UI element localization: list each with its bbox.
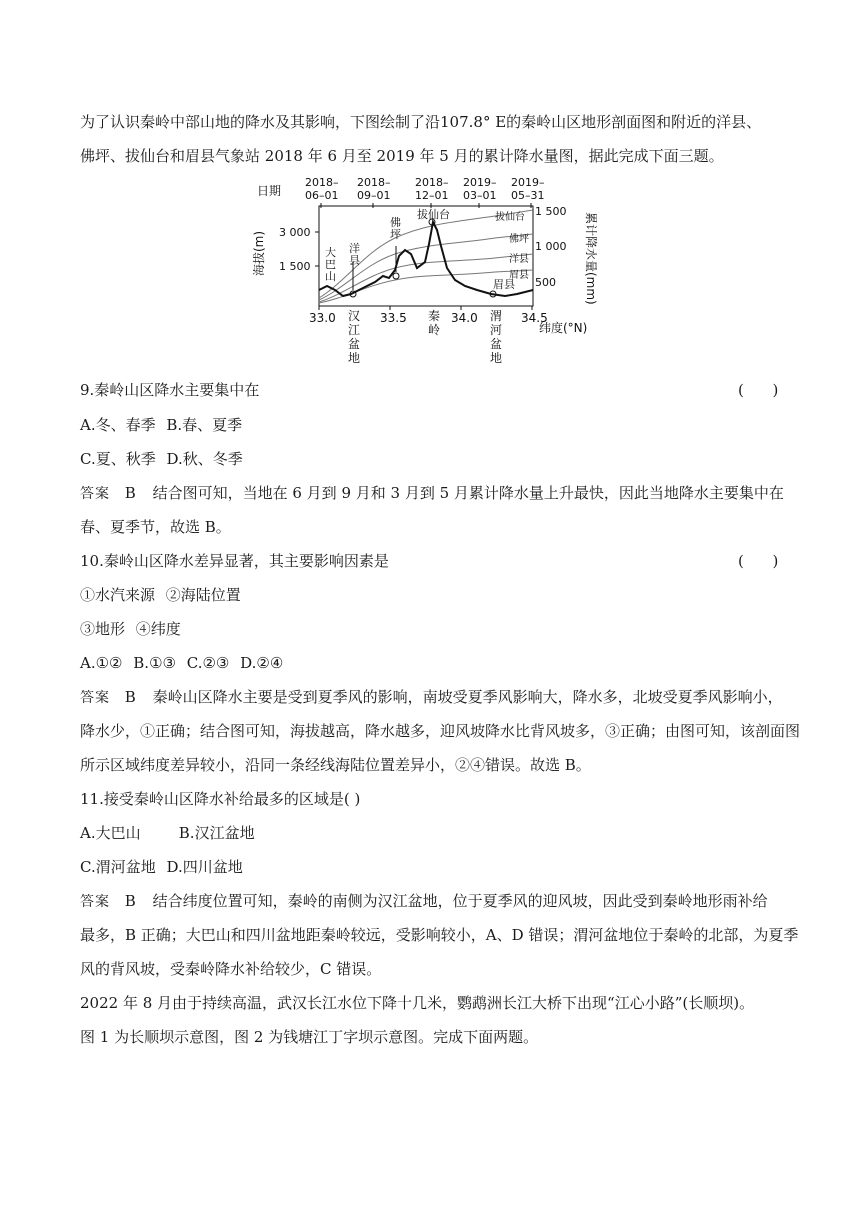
peak-foping: 佛坪: [390, 216, 401, 241]
lat-label: 纬度(°N): [539, 321, 588, 335]
q10-option-c: C.②③: [186, 654, 230, 672]
q10-option-d: D.②④: [240, 654, 284, 672]
q11-answer-line-3: 风的背风坡，受秦岭降水补给较少，C 错误。: [80, 960, 382, 978]
q10-item-1: ①水汽来源: [80, 586, 156, 604]
q9-option-d: D.秋、冬季: [166, 450, 243, 468]
q9-answer-text-1: 结合图可知，当地在 6 月到 9 月和 3 月到 5 月累计降水量上升最快，因此当地降水主要集中在: [152, 484, 784, 502]
q9-option-a: A.冬、春季: [80, 416, 156, 434]
lat-tick-34-0: 34.0: [451, 311, 478, 325]
q9-option-b: B.春、夏季: [166, 416, 243, 434]
date-4b: 03–01: [463, 189, 497, 202]
date-labels: [305, 176, 545, 202]
q9-answer-label: 答案: [80, 486, 110, 502]
peak-yangxian: 洋县: [349, 242, 360, 267]
q11-option-b: B.汉江盆地: [178, 824, 255, 842]
q10-options: [80, 653, 289, 673]
q10-answer-line-2: 降水少，①正确；结合图可知，海拔越高，降水越多，迎风坡降水比背风坡多，③正确；由图可知，该剖面图: [80, 722, 801, 740]
series-foping: 佛坪: [509, 234, 529, 245]
q11-option-a: A.大巴山: [80, 824, 141, 842]
series-yangxian: 洋县: [509, 254, 529, 265]
right-tick-1500: 1 500: [535, 205, 567, 218]
q10-items-row2: [80, 619, 187, 639]
region-labels: [348, 309, 502, 365]
date-5b: 05–31: [511, 189, 545, 202]
q11-options-row1: [80, 823, 261, 843]
peak-dabashan: 大巴山: [325, 246, 336, 283]
q10-answer-letter: B: [124, 688, 136, 706]
q10-item-4: ④纬度: [135, 620, 181, 638]
left-tick-1500: 1 500: [279, 260, 311, 273]
q10-answer-label: 答案: [80, 690, 110, 706]
date-1b: 06–01: [305, 189, 339, 202]
intro-line-2: 佛坪、拔仙台和眉县气象站 2018 年 6 月至 2019 年 5 月的累计降水量图，据此完成下面三题。: [80, 147, 724, 165]
q11-option-c: C.渭河盆地: [80, 858, 156, 876]
q10-option-b: B.①③: [133, 654, 176, 672]
q10-answer-line-1: [80, 687, 783, 708]
q9-answer-letter: B: [124, 484, 136, 502]
q11-answer-line-1: [80, 891, 768, 912]
peak-baxiantai: 拔仙台: [417, 208, 450, 221]
q10-option-a: A.①②: [80, 654, 123, 672]
date-2b: 09–01: [357, 189, 391, 202]
peak-meixian: 眉县: [493, 278, 515, 291]
date-3a: 2018–: [415, 176, 449, 189]
q9-options-row2: [80, 449, 249, 469]
q11-stem: 11.接受秦岭山区降水补给最多的区域是( ): [80, 790, 361, 808]
series-meixian: 眉县: [509, 270, 529, 281]
date-5a: 2019–: [511, 176, 545, 189]
right-tick-500: 500: [535, 276, 556, 289]
right-axis-label: 累计降水量(mm): [584, 212, 598, 305]
region-hanjiang: 汉江盆地: [348, 309, 361, 365]
station-markers: [350, 219, 496, 297]
q11-options-row2: [80, 857, 249, 877]
q10-item-3: ③地形: [80, 620, 126, 638]
q9-answer-line-2: 春、夏季节，故选 B。: [80, 518, 231, 536]
lat-tick-33-5: 33.5: [380, 311, 407, 325]
q10-answer-text-1: 秦岭山区降水主要是受到夏季风的影响，南坡受夏季风影响大，降水多，北坡受夏季风影响小，: [152, 688, 783, 706]
q10-paren: ( ): [738, 552, 779, 570]
q10-stem: 10.秦岭山区降水差异显著，其主要影响因素是: [80, 552, 389, 570]
lat-tick-33-0: 33.0: [309, 311, 336, 325]
q11-answer-text-1: 结合纬度位置可知，秦岭的南侧为汉江盆地，位于夏季风的迎风坡，因此受到秦岭地形雨补给: [152, 892, 768, 910]
region-qinling: 秦岭: [428, 309, 441, 337]
q9-paren: ( ): [738, 381, 779, 399]
left-tick-3000: 3 000: [279, 226, 311, 239]
q10-answer-line-3: 所示区域纬度差异较小，沿同一条经线海陆位置差异小，②④错误。故选 B。: [80, 756, 591, 774]
q9-stem: 9.秦岭山区降水主要集中在: [80, 381, 260, 399]
next-intro-line-1: 2022 年 8 月由于持续高温，武汉长江水位下降十几米，鹦鹉洲长江大桥下出现“江心小路”(长顺坝)。: [80, 994, 755, 1012]
q9-options-row1: [80, 415, 248, 435]
series-labels: [495, 210, 529, 281]
q10-item-2: ②海陆位置: [165, 586, 241, 604]
marker-foping: [393, 273, 399, 279]
left-axis-label: 海拔(m): [252, 230, 266, 276]
intro-line-1: 为了认识秦岭中部山地的降水及其影响，下图绘制了沿107.8° E的秦岭山区地形剖面图和附近的洋县、: [80, 113, 762, 131]
next-intro-line-2: 图 1 为长顺坝示意图，图 2 为钱塘江丁字坝示意图。完成下面两题。: [80, 1028, 539, 1046]
q11-answer-letter: B: [124, 892, 136, 910]
q11-answer-label: 答案: [80, 894, 110, 910]
right-tick-1000: 1 000: [535, 240, 567, 253]
q11-answer-line-2: 最多，B 正确；大巴山和四川盆地距秦岭较远，受影响较小，A、D 错误；渭河盆地位于秦岭的北部，为夏季: [80, 926, 799, 944]
date-1a: 2018–: [305, 176, 339, 189]
lat-tick-34-5: 34.5: [521, 311, 548, 325]
date-4a: 2019–: [463, 176, 497, 189]
terrain-precip-figure: [252, 172, 600, 372]
region-weihe: 渭河盆地: [490, 309, 503, 365]
date-title: 日期: [257, 184, 282, 198]
q9-answer-line-1: [80, 483, 784, 504]
q9-option-c: C.夏、秋季: [80, 450, 156, 468]
q10-items-row1: [80, 585, 247, 605]
series-baxiantai: 拔仙台: [495, 212, 525, 223]
date-2a: 2018–: [357, 176, 391, 189]
date-3b: 12–01: [415, 189, 449, 202]
q11-option-d: D.四川盆地: [166, 858, 243, 876]
